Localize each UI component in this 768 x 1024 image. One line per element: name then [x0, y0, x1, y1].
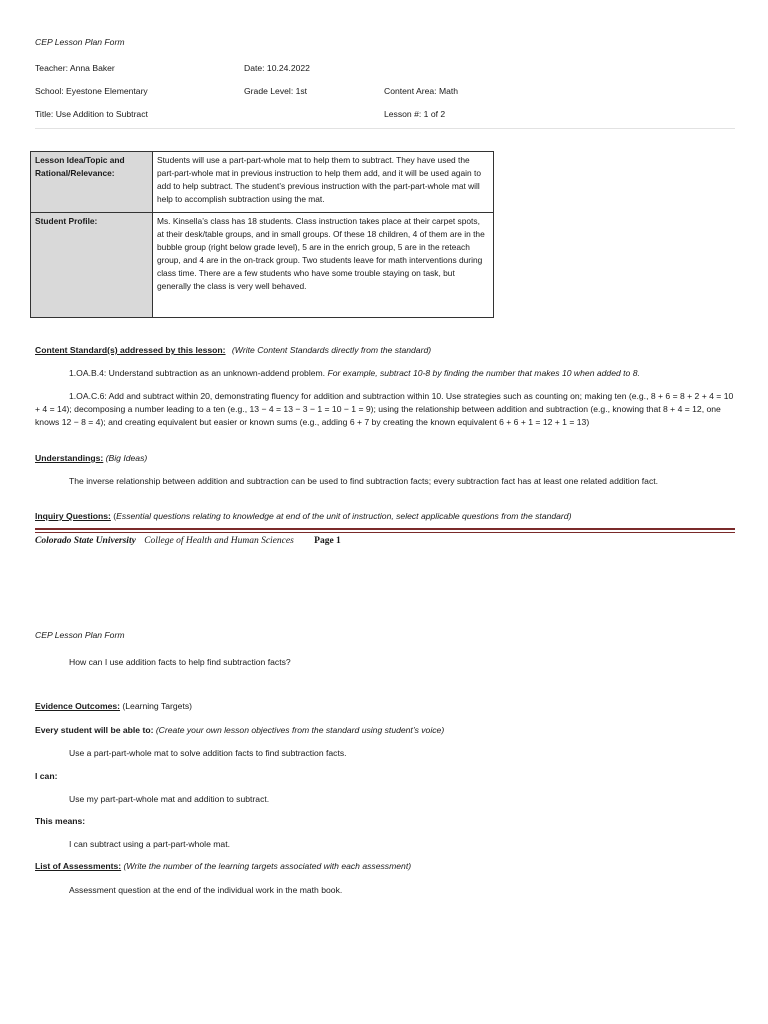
assessments-line	[35, 860, 735, 873]
inquiry-note: Essential questions relating to knowledge at end of the unit of instruction, select applicable questions from the standard)	[116, 511, 572, 521]
standard-1oab4	[35, 367, 735, 380]
page2-form-title: CEP Lesson Plan Form	[35, 630, 125, 640]
footer-rule	[35, 528, 735, 530]
every-student-text: Use a part-part-whole mat to solve addition facts to find subtraction facts.	[69, 748, 347, 758]
inquiry-heading: Inquiry Questions:	[35, 511, 111, 521]
footer-college: College of Health and Human Sciences	[144, 536, 294, 546]
student-profile-text: Ms. Kinsella’s class has 18 students. Class instruction takes place at their carpet spots, at their desk/table groups, and in small groups. Of these 18 children, 4 of them are in the bubble group (right below grade level), 5 are in the enrich group, 5 are in the reteach group, and 4 are in the on-track group. Two students leave for math interventions during class time. There are a few students who have some trouble staying on task, but generally the class is very well behaved.	[153, 213, 494, 318]
table-row	[31, 213, 494, 318]
assessments-text: Assessment question at the end of the individual work in the math book.	[69, 885, 343, 895]
teacher-field: Teacher: Anna Baker	[35, 63, 115, 73]
evidence-outcomes-note: (Learning Targets)	[120, 701, 192, 711]
form-title: CEP Lesson Plan Form	[35, 37, 125, 47]
page-footer	[35, 534, 341, 548]
evidence-outcomes-heading: Evidence Outcomes:	[35, 701, 121, 711]
footer-page-number: Page 1	[314, 536, 341, 546]
lesson-number-field: Lesson #: 1 of 2	[384, 109, 446, 119]
content-area-field: Content Area: Math	[384, 86, 459, 96]
inquiry-heading-line	[35, 510, 735, 523]
table-row	[31, 152, 494, 213]
every-student-note: (Create your own lesson objectives from the standard using student’s voice)	[153, 725, 445, 735]
header-divider	[35, 128, 735, 129]
footer-rule-thin	[35, 532, 735, 533]
every-student-line	[35, 724, 735, 737]
grade-level-field: Grade Level: 1st	[244, 86, 308, 96]
lesson-idea-text: Students will use a part-part-whole mat to help them to subtract. They have used the part-part-whole mat in previous instruction to help them add, and it will be used again to add to help subtract. The student’s previous instruction with the part-part-whole mat will help to accomplish subtraction using the mat.	[153, 152, 494, 213]
date-field: Date: 10.24.2022	[244, 63, 310, 73]
understandings-note: (Big Ideas)	[105, 453, 148, 463]
school-field: School: Eyestone Elementary	[35, 86, 148, 96]
student-profile-label: Student Profile:	[31, 213, 153, 318]
essential-question-text: How can I use addition facts to help find subtraction facts?	[69, 657, 291, 667]
every-student-label: Every student will be able to:	[35, 725, 154, 735]
understandings-heading: Understandings:	[35, 453, 104, 463]
content-standards-heading: Content Standard(s) addressed by this lesson:	[35, 345, 226, 355]
i-can-label: I can:	[35, 771, 58, 781]
assessments-note: (Write the number of the learning targets associated with each assessment)	[121, 861, 412, 871]
assessments-heading: List of Assessments:	[35, 861, 122, 871]
content-standards-heading-line	[35, 344, 735, 357]
this-means-text: I can subtract using a part-part-whole mat.	[69, 839, 230, 849]
standard-1oac6: 1.OA.C.6: Add and subtract within 20, demonstrating fluency for addition and subtraction within 10. Use strategies such as counting on; making ten (e.g., 8 + 6 = 8 + 2 + 4 = 10 + 4 = 14); decomposing a number leading to a ten (e.g., 13 − 4 = 13 − 3 − 1 = 10 − 1 = 9); using the relationship between addition and subtraction (e.g., knowing that 8 + 4 = 12, one knows 12 − 8 = 4); and creating equivalent but easier or known sums (e.g., adding 6 + 7 by creating the known equivalent 6 + 6 + 1 = 12 + 1 = 13)	[35, 391, 734, 428]
lesson-idea-label: Lesson Idea/Topic and Rational/Relevance:	[31, 152, 153, 213]
content-standards-note: (Write Content Standards directly from the standard)	[231, 345, 432, 355]
standard-1oab4-text: 1.OA.B.4: Understand subtraction as an unknown-addend problem.	[69, 368, 328, 378]
evidence-outcomes-line	[35, 700, 735, 713]
this-means-label: This means:	[35, 816, 86, 826]
inquiry-note-open: (	[110, 511, 117, 521]
standard-1oab4-example: For example, subtract 10-8 by finding the number that makes 10 when added to 8.	[327, 368, 640, 378]
lesson-title-field: Title: Use Addition to Subtract	[35, 109, 148, 119]
understandings-heading-line	[35, 452, 735, 465]
lesson-info-table	[30, 151, 494, 318]
understandings-text: The inverse relationship between addition and subtraction can be used to find subtraction facts; every subtraction fact has at least one related addition fact.	[69, 476, 659, 486]
i-can-text: Use my part-part-whole mat and addition to subtract.	[69, 794, 270, 804]
footer-university: Colorado State University	[35, 536, 136, 546]
